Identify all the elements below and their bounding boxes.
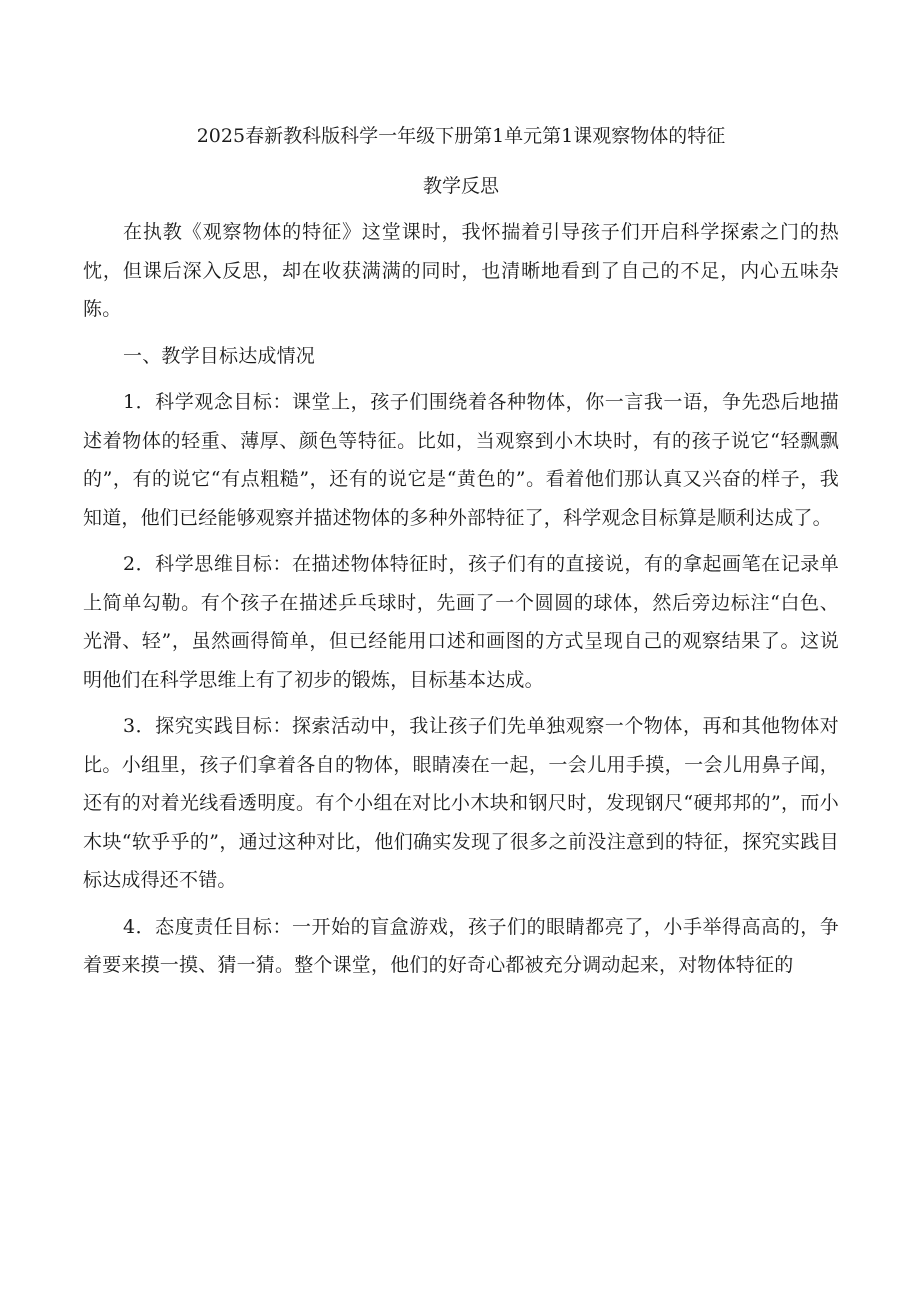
paragraph-science-thinking: 2．科学思维目标：在描述物体特征时，孩子们有的直接说，有的拿起画笔在记录单上简单勾勒。有个孩子在描述乒乓球时，先画了一个圆圆的球体，然后旁边标注“白色、光滑、轻”，虽然画得简单，但已经能用口述和画图的方式呈现自己的观察结果了。这说明他们在科学思维上有了初步的锻炼，目标基本达成。 — [83, 553, 839, 691]
document-body — [83, 213, 839, 993]
paragraph-science-concept: 1．科学观念目标：课堂上，孩子们围绕着各种物体，你一言我一语，争先恐后地描述着物体的轻重、薄厚、颜色等特征。比如，当观察到小木块时，有的孩子说它“轻飘飘的”，有的说它“有点粗糙”，还有的说它是“黄色的”。看着他们那认真又兴奋的样子，我知道，他们已经能够观察并描述物体的多种外部特征了，科学观念目标算是顺利达成了。 — [83, 391, 839, 529]
intro-paragraph: 在执教《观察物体的特征》这堂课时，我怀揣着引导孩子们开启科学探索之门的热忱，但课后深入反思，却在收获满满的同时，也清晰地看到了自己的不足，内心五味杂陈。 — [83, 221, 839, 320]
document-subtitle: 教学反思 — [422, 175, 499, 197]
section-heading: 一、教学目标达成情况 — [123, 344, 316, 367]
paragraph-inquiry-practice: 3．探究实践目标：探索活动中，我让孩子们先单独观察一个物体，再和其他物体对比。小组里，孩子们拿着各自的物体，眼睛凑在一起，一会儿用手摸，一会儿用鼻子闻，还有的对着光线看透明度。有个小组在对比小木块和钢尺时，发现钢尺“硬邦邦的”，而小木块“软乎乎的”，通过这种对比，他们确实发现了很多之前没注意到的特征，探究实践目标达成得还不错。 — [83, 715, 839, 891]
document-title: 2025春新教科版科学一年级下册第1单元第1课观察物体的特征 — [196, 125, 726, 147]
paragraph-attitude-responsibility: 4．态度责任目标：一开始的盲盒游戏，孩子们的眼睛都亮了，小手举得高高的，争着要来摸一摸、猜一猜。整个课堂，他们的好奇心都被充分调动起来，对物体特征的 — [83, 915, 839, 976]
